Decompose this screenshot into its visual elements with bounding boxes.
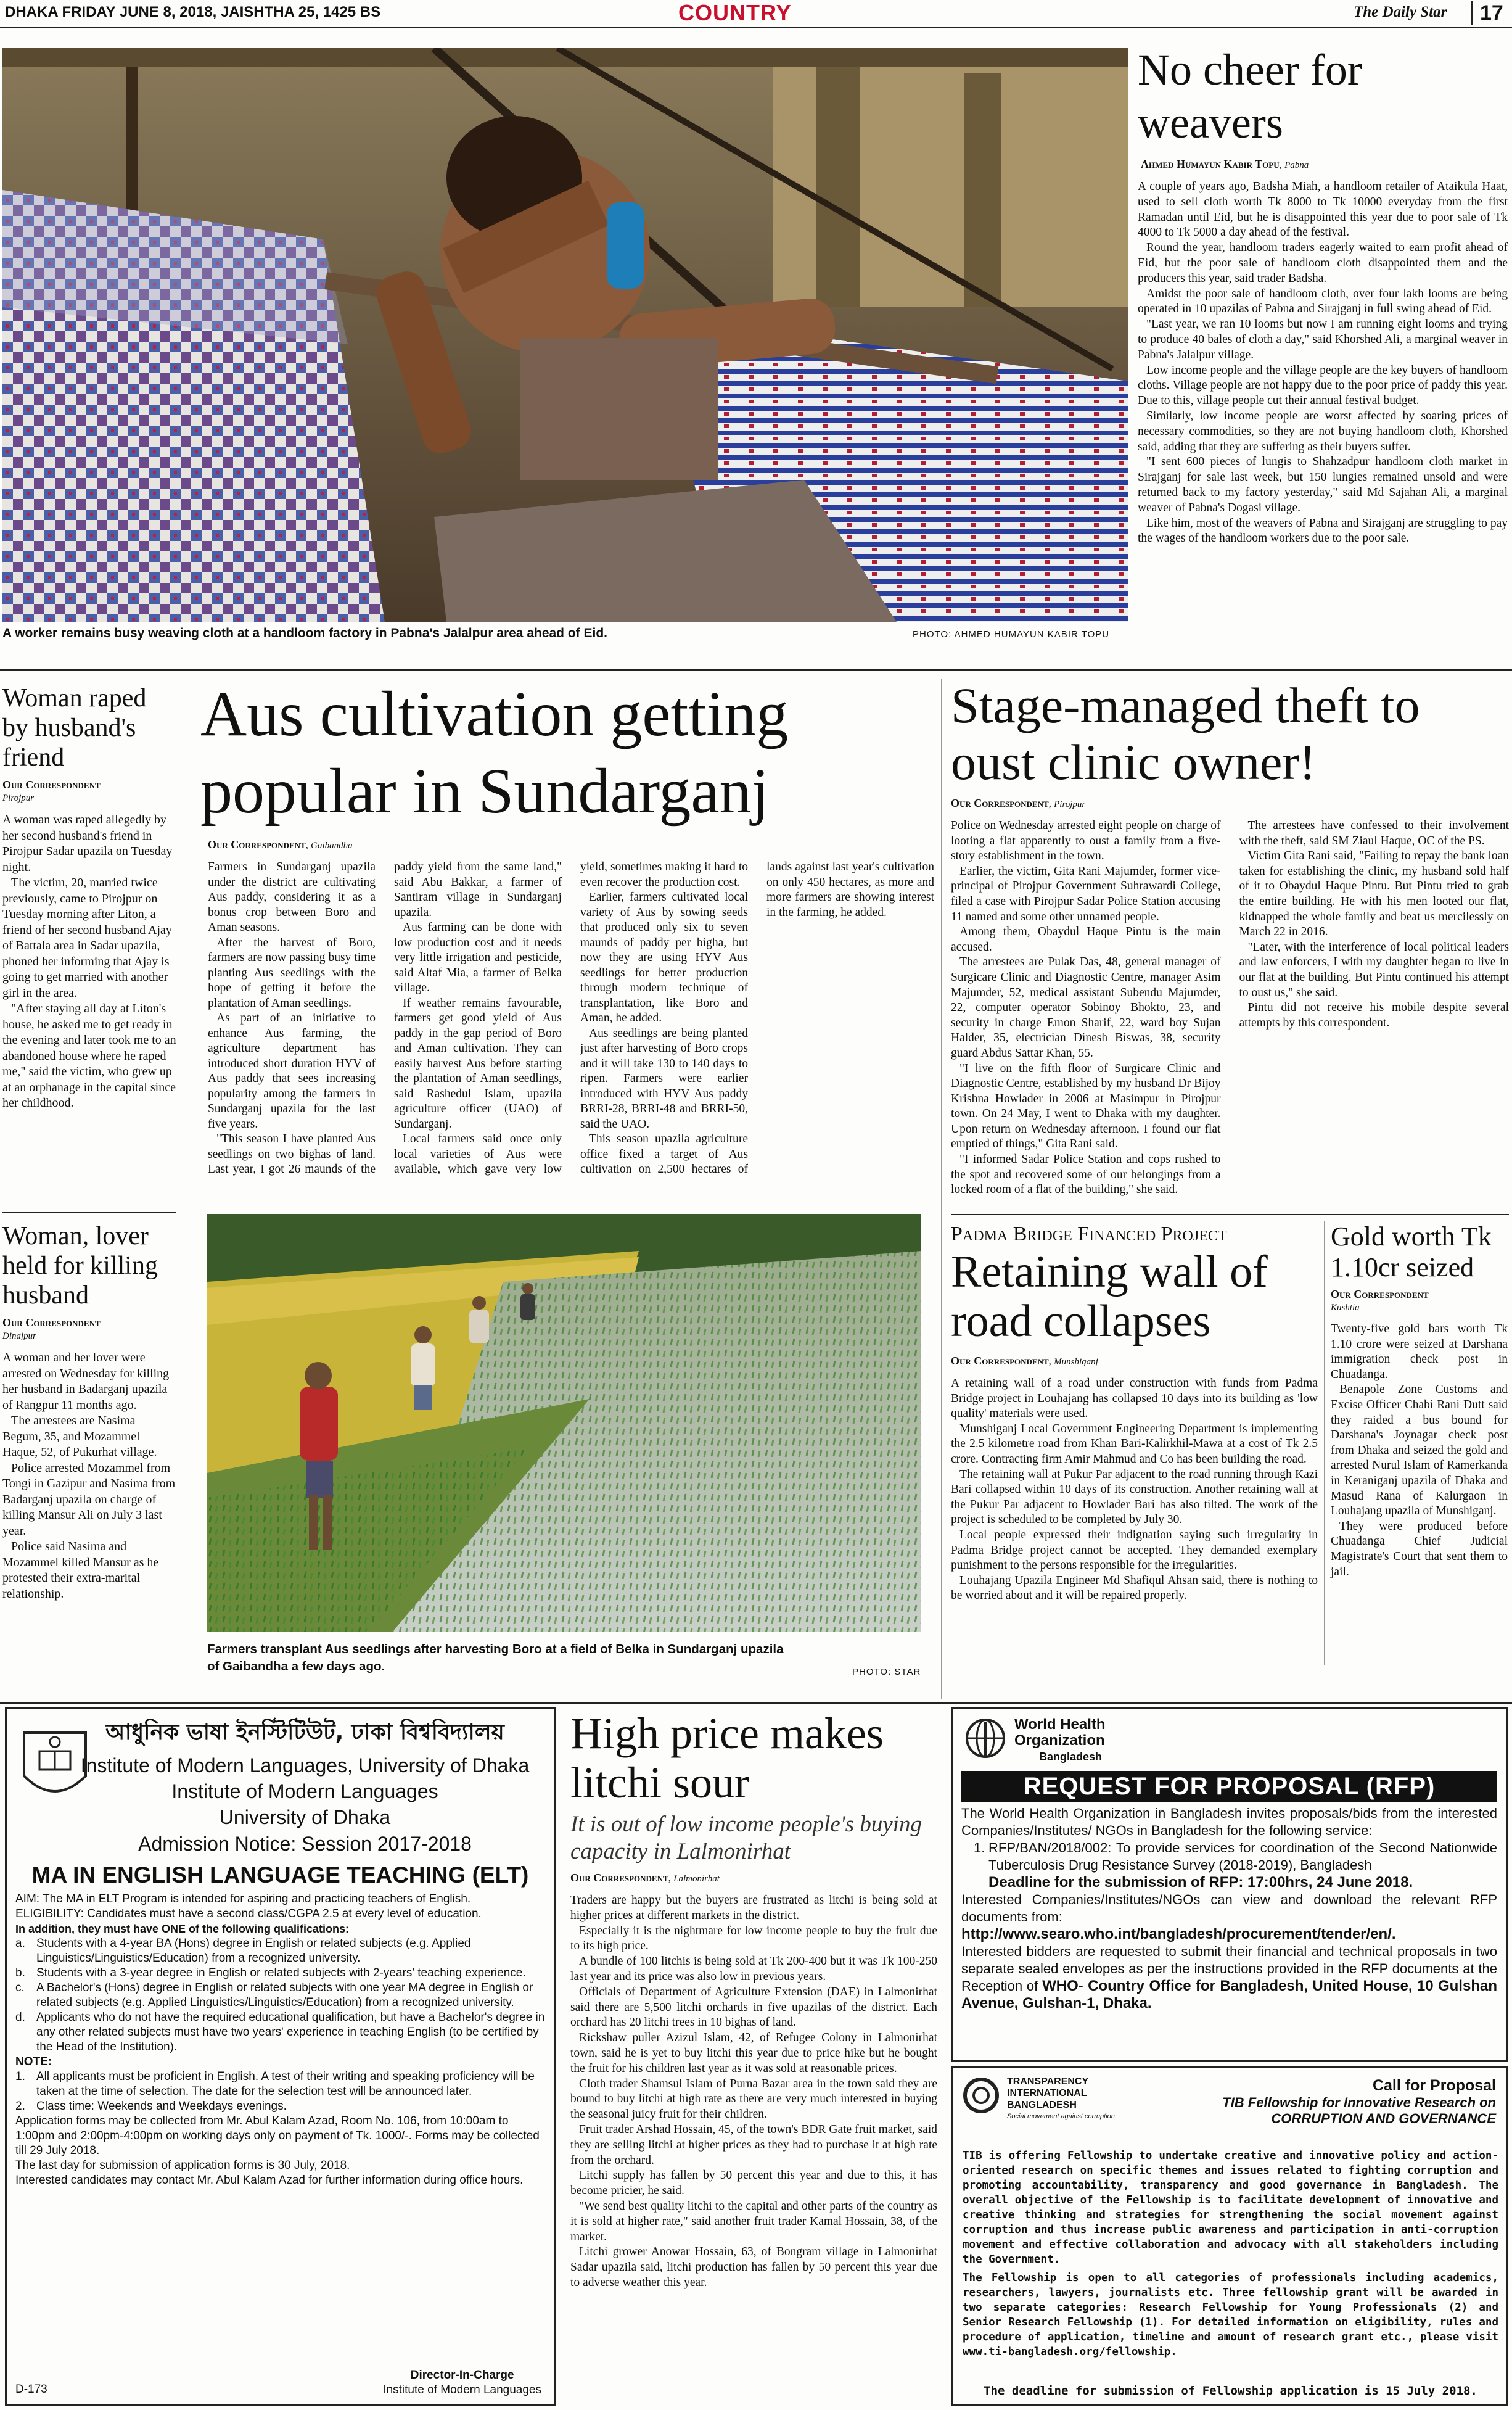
page-number: 17 <box>1471 1 1503 25</box>
paragraph: Low income people and the village people are the key buyers of handloom cloths. Village people are not happy due to the poor price of paddy this year. Due to this, village people cut their annual festival budget. <box>1138 363 1508 408</box>
who-intro: The World Health Organization in Bangladesh invites proposals/bids from the interested Companies/Institutes/ NGOs in Bangladesh for the following service: <box>961 1805 1497 1838</box>
byline-name: Our Correspondent <box>570 1871 668 1884</box>
paragraph: Aus seedlings are being planted just after harvesting of Boro crops and it will take 130 to 140 days to ripen. Farmers were earlier introduced with HYV Aus paddy BRRI-28, BRRI-48 and BRRI-50, said the UAO. <box>580 1026 748 1131</box>
wall-kicker: Padma Bridge Financed Project <box>951 1223 1227 1245</box>
paragraph: Among them, Obaydul Haque Pintu is the main accused. <box>951 925 1221 954</box>
litchi-article <box>570 1709 937 2291</box>
farm-photo <box>207 1214 921 1632</box>
iml-bangla-title: আধুনিক ভাষা ইনস্টিটিউট, ঢাকা বিশ্ববিদ্যালয় <box>105 1720 504 1745</box>
raped-byline <box>2 778 176 804</box>
signature-title: Director-In-Charge <box>410 2369 514 2382</box>
who-rfp-ad <box>951 1707 1508 2062</box>
paragraph: If weather remains favourable, farmers get good yield of Aus paddy in the gap period of Boro and Aman cultivation. They can easily harvest Aus before starting the plantation of Aman seedlings, said Rashedul Islam, upazila agriculture officer (UAO) of Sundarganj. <box>394 996 562 1131</box>
paragraph: This season upazila agriculture office fixed a target of Aus cultivation on 2,500 hectares of lands against last year's cultivation on only 450 hectares, as more and more farmers are showing interest in the farming, he added. <box>580 860 934 1176</box>
iml-addition: In addition, they must have ONE of the following qualifications: <box>15 1923 350 1935</box>
byline-place: Pirojpur <box>1054 799 1086 809</box>
who-url[interactable]: http://www.searo.who.int/bangladesh/procurement/tender/en/. <box>961 1926 1396 1942</box>
paragraph: Police arrested Mozammel from Tongi in Gazipur and Nasima from Badarganj upazila on charge of killing Mansur Ali on July 3 last year. <box>2 1461 176 1538</box>
paragraph: Munshiganj Local Government Engineering Department is implementing the 2.5 kilometre road from Khan Bari-Kalirkhil-Mawa at a cost of Tk 2.5 crore. Contracting firm Amir Mahmud and Co has been building the road. <box>951 1422 1318 1466</box>
iml-line-3: University of Dhaka <box>219 1806 391 1828</box>
list-item: a. Students with a 4-year BA (Hons) degree in English or related subjects (e.g. Applied Linguistics/Linguistics/Education) from a recognized university. <box>15 1937 471 1965</box>
litchi-headline: High price makes litchi sour <box>570 1709 884 1807</box>
tib-logo-text <box>1007 2076 1115 2123</box>
dateline: DHAKA FRIDAY JUNE 8, 2018, JAISHTHA 25, 1425 BS <box>5 4 381 20</box>
iml-forms: Application forms may be collected from Mr. Abul Kalam Azad, Room No. 106, from 10:00am to 1:00pm and 2:00pm-4:00pm on working days only on payment of Tk. 1000/-. Forms may be collected till 29 July 2018. <box>15 2115 540 2157</box>
paragraph: Aus farming can be done with low production cost and it needs very little irrigation and pesticide, said Altaf Mia, a farmer of Belka village. <box>394 921 562 994</box>
weaving-photo-caption: A worker remains busy weaving cloth at a handloom factory in Pabna's Jalalpur area ahead of Eid. <box>2 626 608 640</box>
column-rule <box>941 679 942 1699</box>
tib-fellowship-subtitle: CORRUPTION AND GOVERNANCE <box>1271 2111 1496 2126</box>
tib-logo-line: TRANSPARENCY <box>1007 2076 1089 2087</box>
paragraph: Like him, most of the weavers of Pabna and Sirajganj are struggling to pay the wages of the handloom workers due to the poor sale. <box>1138 516 1508 545</box>
byline-place: Pirojpur <box>2 793 35 803</box>
paragraph: Victim Gita Rani said, "Failing to repay the bank loan taken for establishing the clinic, my husband sold half of it to Obaydul Haque Pintu. But Pintu tried to grab the entire building. He with his men looted our flat, kidnapped the whole family and beat us mercilessly on March 22 in 2016. <box>1239 849 1509 939</box>
paragraph: "After staying all day at Liton's house, he asked me to get ready in the evening and later took me to an abandoned house where he raped me," said the victim, who grew up at an orphanage in the capital since her childhood. <box>2 1002 176 1110</box>
lover-body <box>2 1350 176 1602</box>
weaving-photo-image <box>2 48 1128 622</box>
tib-fellowship-title: TIB Fellowship for Innovative Research on <box>1222 2095 1496 2110</box>
column-rule <box>1324 1221 1325 1665</box>
litchi-byline: Our Correspondent, Lalmonirhat <box>570 1871 720 1884</box>
weaving-photo <box>2 48 1128 622</box>
byline-name: Our Correspondent <box>208 838 306 851</box>
paragraph: A couple of years ago, Badsha Miah, a handloom retailer of Ataikula Haat, used to sell cloth worth Tk 8000 to Tk 10000 everyday from the first Ramadan until Eid, but he is disappointed this year due to poor sale of Tk 4000 to Tk 5000 a day ahead of the festival. <box>1138 180 1508 239</box>
paragraph: Local people expressed their indignation saying such irregularity in Padma Bridge project cannot be accepted. They demanded exemplary punishment to the persons responsible for the irregularities. <box>951 1528 1318 1572</box>
tib-deadline: The deadline for submission of Fellowship application is 15 July 2018. <box>984 2384 1477 2398</box>
iml-eligibility: ELIGIBILITY: Candidates must have a second class/CGPA 2.5 at every level of education. <box>15 1907 482 1920</box>
who-logo-icon <box>964 1717 1007 1760</box>
iml-note-label: NOTE: <box>15 2055 52 2068</box>
iml-ad-code: D-173 <box>15 2383 47 2396</box>
paragraph: "Last year, we ran 10 looms but now I am running eight looms and trying to produce 40 bales of cloth a day," said Khorshed Ali, a marginal weaver in Pabna's Jalalpur village. <box>1138 318 1508 361</box>
paragraph: Cloth trader Shamsul Islam of Purna Bazar area in the town said they are bound to buy litchi at high rate as there are very much interested in buying the seasonal juicy fruit for their children. <box>570 2077 937 2121</box>
weavers-body <box>1138 180 1508 547</box>
iml-last-date: The last day for submission of application forms is 30 July, 2018. <box>15 2159 350 2172</box>
paragraph: After the harvest of Boro, farmers are now passing busy time planting Aus seedlings with the hope of getting it before the plantation of Aman seedlings. <box>208 936 376 1010</box>
iml-qualification-list <box>15 1936 545 2055</box>
farm-photo-caption: Farmers transplant Aus seedlings after harvesting Boro at a field of Belka in Sundarganj upazila of Gaibandha a few days ago. <box>207 1642 784 1673</box>
paragraph: A woman and her lover were arrested on Wednesday for killing her husband in Badarganj upazila of Rangpur 11 months ago. <box>2 1351 170 1412</box>
paragraph: The arrestees are Pulak Das, 48, general manager of Surgicare Clinic and Diagnostic Centre, manager Asim Majumder, 52, medical assistant Subendu Majumder, 22, computer operator Sobinoy Bhokto, 23, and security in charge Emon Sharif, 22, ward boy Sujan Halder, 35, electrician Dinesh Biswas, 38, security guard Abdus Sattar Khan, 55. <box>951 955 1221 1060</box>
divider <box>951 1214 1509 1215</box>
tib-fellowship-ad <box>951 2066 1508 2406</box>
gold-byline <box>1331 1288 1508 1313</box>
who-item: 1. RFP/BAN/2018/002: To provide services for coordination of the Second Nationwide Tuberculosis Drug Resistance Survey (2018-2019), Bangladesh <box>974 1840 1497 1873</box>
byline-place: Gaibandha <box>311 841 353 851</box>
masthead <box>0 0 1512 28</box>
paragraph: Louhajang Upazila Engineer Md Shafiqul Ahsan said, there is nothing to be worried about and it will be repaired properly. <box>951 1574 1318 1603</box>
wall-byline: Our Correspondent, Munshiganj <box>951 1355 1098 1367</box>
weavers-article <box>1138 43 1508 547</box>
theft-article <box>951 677 1509 1226</box>
paragraph: Police on Wednesday arrested eight people on charge of looting a flat apparently to oust a family from a five-story establishment in the town. <box>951 819 1221 863</box>
byline-name: Ahmed Humayun Kabir Topu <box>1141 158 1280 170</box>
who-deadline: Deadline for the submission of RFP: 17:00hrs, 24 June 2018. <box>988 1874 1413 1891</box>
paragraph: The retaining wall at Pukur Par adjacent to the road running through Kazi Bari collapsed within 10 days of its construction. Another retaining wall at the Pukur Par adjacent to Howlader Bari has also tilted. The work of the project is scheduled to be completed by July 30. <box>951 1467 1318 1527</box>
paragraph: A retaining wall of a road under construction with funds from Padma Bridge project in Louhajang has collapsed 10 days into its building as 'low quality' materials were used. <box>951 1377 1318 1421</box>
divider <box>2 1212 176 1213</box>
weavers-headline: No cheer for weavers <box>1138 45 1362 147</box>
iml-admission-ad <box>5 1707 556 2406</box>
who-org-line: World Health <box>1014 1716 1106 1733</box>
raped-body <box>2 812 176 1112</box>
litchi-body <box>570 1893 937 2291</box>
aus-byline: Our Correspondent, Gaibandha <box>208 838 353 851</box>
iml-line-2: Institute of Modern Languages <box>171 1780 438 1802</box>
farm-photo-image <box>207 1214 921 1632</box>
paragraph: Benapole Zone Customs and Excise Officer Chabi Rani Dutt said they raided a bus bound for Darshana's Joynagar check post from Dhaka and seized the gold and arrested Nurul Islam of Ramerkanda in Keraniganj upazila of Dhaka and Masud Rana of Kalurgaon in Louhajang upazila of Munshiganj. <box>1331 1383 1508 1518</box>
wall-article <box>951 1221 1318 1604</box>
weaving-photo-credit: PHOTO: AHMED HUMAYUN KABIR TOPU <box>913 629 1110 640</box>
paragraph: Similarly, low income people are worst affected by soaring prices of necessary commodities, so they are not buying handloom cloth, Khorshed said, adding that they are suffering as their buyers suffer. <box>1138 409 1508 453</box>
byline-place: Munshiganj <box>1054 1357 1098 1367</box>
paragraph: Police said Nasima and Mozammel killed Mansur as he protested their extra-marital relationship. <box>2 1540 159 1601</box>
tib-body <box>963 2148 1498 2359</box>
paragraph: Earlier, farmers cultivated local variety of Aus by sowing seeds that produced only six to seven maunds of paddy per bigha, but now they are using HYV Aus seedlings for better production through modern technique of transplantation, like Boro and Aman, he added. <box>580 891 748 1025</box>
theft-headline: Stage-managed theft to oust clinic owner! <box>951 677 1420 790</box>
byline-place: Dinajpur <box>2 1331 37 1341</box>
divider <box>0 1702 1512 1704</box>
paragraph: They were produced before Chuadanga Chief Judicial Magistrate's Court that sent them to jail. <box>1331 1519 1508 1578</box>
paragraph: Officials of Department of Agriculture Extension (DAE) in Lalmonirhat said there are 5,500 litchi orchards in five upazilas of the district. Each orchard has 20 litchi trees in 10 bighas of land. <box>570 1985 937 2029</box>
byline-name: Our Correspondent <box>951 797 1049 809</box>
farmer-figure <box>520 1283 535 1320</box>
paragraph: Amidst the poor sale of handloom cloth, over four lakh looms are being operated in 10 upazilas of Pabna and Sirajganj in full swing ahead of Eid. <box>1138 287 1508 316</box>
paragraph: Traders are happy but the buyers are frustrated as litchi is being sold at higher prices at different markets in the district. <box>570 1894 937 1922</box>
byline-name: Our Correspondent <box>2 1316 101 1329</box>
paragraph: Rickshaw puller Azizul Islam, 42, of Refugee Colony in Lalmonirhat town, said he is yet to buy litchi this year due to price hike but he bought the fruit for his children last year as it was sold at reasonable prices. <box>570 2031 937 2075</box>
paragraph: The arrestees are Nasima Begum, 35, and Mozammel Haque, 52, of Pukurhat village. <box>2 1414 157 1459</box>
who-org-name <box>1014 1717 1106 1765</box>
paragraph: Fruit trader Arshad Hossain, 45, of the town's BDR Gate fruit market, said they are selling litchi at higher prices as they had to purchase it at high rate from the orchard. <box>570 2123 937 2167</box>
paragraph: "Later, with the interference of local political leaders and law enforcers, I with my daughter began to live in our flat at the building. But Pintu continued his attempt to oust us," she said. <box>1239 940 1509 999</box>
divider <box>0 669 1512 671</box>
raped-headline: Woman raped by husband's friend <box>2 684 147 772</box>
who-submit: Interested bidders are requested to submit their financial and technical proposals in two separate sealed envelopes as per the instructions provided in the RFP documents at the Reception of WHO- Country Office for Bangladesh, United House, 10 Gulshan Avenue, Gulshan-1, Dhaka. <box>961 1944 1497 2012</box>
who-country: Bangladesh <box>1039 1751 1103 1763</box>
paragraph: A woman was raped allegedly by her second husband's friend in Pirojpur Sadar upazila on Tuesday night. <box>2 813 173 874</box>
paragraph: Farmers in Sundarganj upazila under the district are cultivating Aus paddy, considering it as a bonus crop between Boro and Aman seasons. <box>208 860 376 934</box>
byline-name: Our Correspondent <box>951 1355 1049 1367</box>
iml-signature <box>383 2368 541 2398</box>
farm-photo-credit: PHOTO: STAR <box>852 1667 921 1677</box>
weavers-byline: Ahmed Humayun Kabir Topu, Pabna <box>1141 158 1309 170</box>
paragraph: Earlier, the victim, Gita Rani Majumder, former vice-principal of Pirojpur Government Suhrawardi College, filed a case with Pirojpur Sadar Police Station accusing 11 named and some other unnamed people. <box>951 864 1221 923</box>
who-rfp-banner: REQUEST FOR PROPOSAL (RFP) <box>961 1771 1497 1802</box>
paragraph: "We send best quality litchi to the capital and other parts of the country as it is sold at higher rate," said another fruit trader Kamal Hossain, 38, of the market. <box>570 2199 937 2243</box>
dhaka-university-logo <box>18 1727 92 1807</box>
list-item: c. A Bachelor's (Hons) degree in English or related subjects with one year MA degree in English or related subjects (e.g. Applied Linguistics/Linguistics/Education) from a recognized university. <box>15 1981 533 2009</box>
paragraph: Litchi grower Anowar Hossain, 63, of Bongram village in Lalmonirhat Sadar upazila said, litchi production has fallen by 50 percent this year due to adverse weather this year. <box>570 2245 937 2289</box>
lover-article <box>2 1221 176 1602</box>
lover-byline <box>2 1316 176 1342</box>
who-org-line: Organization <box>1014 1732 1105 1749</box>
who-interested: Interested Companies/Institutes/NGOs can view and download the relevant RFP documents from: <box>961 1892 1497 1925</box>
signature-org: Institute of Modern Languages <box>383 2383 541 2396</box>
iml-note-list <box>15 2070 545 2114</box>
paragraph: The victim, 20, married twice previously, came to Pirojpur on Tuesday morning after Liton, a friend of her second husband Ajay of Battala area in Sadar upazila, phoned her informing that Ajay is going to get married with another girl in the area. <box>2 876 172 1000</box>
paragraph: A bundle of 100 litchis is being sold at Tk 200-400 but it was Tk 100-250 last year and its price was also low in previous years. <box>570 1955 937 1983</box>
paragraph: "I live on the fifth floor of Surgicare Clinic and Diagnostic Centre, established by my husband Dr Bijoy Krishna Howlader in 2006 at Masimpur in Pirojpur town. On 24 May, I went to Dhaka with my daughter. Upon return on Wednesday afternoon, I found our flat emptied of things," Gita Rani said. <box>951 1062 1221 1151</box>
paragraph: "I sent 600 pieces of lungis to Shahzadpur handloom cloth market in Sirajganj for sale last week, but 150 lungies remained unsold and were returned back to my factory yesterday," said Md Sajahan Ali, a marginal weaver of Pabna's Dogasi village. <box>1138 455 1508 514</box>
aus-article <box>200 675 934 1187</box>
paragraph: Pintu did not receive his mobile despite several attempts by this correspondent. <box>1239 1001 1509 1030</box>
paper-name: The Daily Star <box>1354 4 1447 20</box>
aus-headline: Aus cultivation getting popular in Sundarganj <box>200 679 789 827</box>
iml-line-1: Institute of Modern Languages, University of Dhaka <box>80 1754 530 1777</box>
paragraph: Local farmers said once only local varieties of Aus were available, which gave very low yield, sometimes making it hard to even recover the production cost. <box>394 860 748 1176</box>
lover-headline: Woman, lover held for killing husband <box>2 1222 158 1310</box>
byline-place: Kushtia <box>1331 1303 1360 1313</box>
list-item: d. Applicants who do not have the required educational qualification, but have a Bachelor's degree in any other related subjects must have two years' experience in teaching English (to be certified by the Head of the Institution). <box>15 2011 545 2053</box>
iml-aim: AIM: The MA in ELT Program is intended for aspiring and practicing teachers of English. <box>15 1892 471 1905</box>
iml-line-4: Admission Notice: Session 2017-2018 <box>138 1833 472 1855</box>
aus-body <box>200 860 934 1187</box>
wall-headline: Retaining wall of road collapses <box>951 1247 1268 1347</box>
raped-article <box>2 683 176 1112</box>
paragraph: Twenty-five gold bars worth Tk 1.10 crore were seized at Darshana immigration check post in Chuadanga. <box>1331 1323 1508 1381</box>
list-item: 2. Class time: Weekends and Weekdays evenings. <box>15 2100 287 2113</box>
tib-call: Call for Proposal <box>1372 2077 1496 2094</box>
paragraph: As part of an initiative to enhance Aus farming, the agriculture department has introduced short duration HYV of Aus paddy that sees increasing popularity among the farmers in Sundarganj upazila for the last five years. <box>208 1012 376 1131</box>
list-item: b. Students with a 3-year degree in English or related subjects with 2-years' teaching experience. <box>15 1966 526 1979</box>
section-name: COUNTRY <box>678 0 792 25</box>
tib-paragraph: The Fellowship is open to all categories of professionals including academics, researchers, lawyers, journalists etc. Three fellowship grant will be awarded in two separate categories: Research Fellowship for Young Professionals (2) and Senior Research Fellowship (1). For detailed information on eligibility, rules and procedure of application, timeline and amount of research grant etc., please visit www.ti-bangladesh.org/fellowship. <box>963 2272 1498 2358</box>
gold-headline: Gold worth Tk 1.10cr seized <box>1331 1221 1492 1282</box>
tib-logo-line: BANGLADESH <box>1007 2100 1077 2110</box>
paragraph: Litchi supply has fallen by 50 percent this year and due to this, it has become pricier, he said. <box>570 2169 937 2198</box>
wall-body <box>951 1376 1318 1604</box>
paragraph: "I informed Sadar Police Station and cops rushed to the spot and recovered some of our belongings from a locked room of a flat of the building," she said. <box>951 1153 1221 1197</box>
byline-name: Our Correspondent <box>1331 1288 1429 1300</box>
iml-contact: Interested candidates may contact Mr. Abul Kalam Azad for further information during office hours. <box>15 2174 524 2187</box>
paragraph: "This season I have planted Aus seedlings on two bighas of land. Last year, I got 26 maunds of the paddy yield from the same land," said Abu Bakkar, a farmer of Santiram village in Sundarganj upazila. <box>208 860 562 1176</box>
tib-logo-line: INTERNATIONAL <box>1007 2088 1087 2098</box>
litchi-subhead: It is out of low income people's buying capacity in Lalmonirhat <box>570 1812 922 1864</box>
iml-program-title: MA IN ENGLISH LANGUAGE TEACHING (ELT) <box>31 1862 529 1888</box>
theft-byline: Our Correspondent, Pirojpur <box>951 797 1086 809</box>
paragraph: The arrestees have confessed to their involvement with the theft, said SM Ziaul Haque, OC of the PS. <box>1239 819 1509 848</box>
gold-article <box>1331 1221 1508 1580</box>
who-body <box>961 1805 1497 2012</box>
paragraph: Round the year, handloom traders eagerly waited to earn profit ahead of Eid, but the poor sale of handloom cloth disappointed them and the producers this year, said trader Badsha. <box>1138 241 1508 285</box>
ti-logo-icon <box>963 2077 1000 2114</box>
byline-place: Lalmonirhat <box>673 1874 720 1884</box>
tib-paragraph: TIB is offering Fellowship to undertake creative and innovative policy and action-oriented research on specific themes and issues related to fighting corruption and promoting accountability, transparency and good governance in Bangladesh. The overall objective of the Fellowship is to facilitate development of innovative and creative thinking and strategies for strengthening the social movement against corruption and thus increase public awareness and participation in anti-corruption movement and effective collaboration and advocacy with all stakeholders including the Government. <box>963 2150 1498 2266</box>
byline-name: Our Correspondent <box>2 778 101 791</box>
tib-call-title <box>1222 2077 1496 2127</box>
theft-body <box>951 819 1509 1226</box>
list-item: 1. All applicants must be proficient in English. A test of their writing and speaking proficiency will be taken at the time of selection. The date for the selection test will be announced later. <box>15 2070 535 2098</box>
tib-tagline: Social movement against corruption <box>1007 2113 1115 2120</box>
paragraph: Especially it is the nightmare for low income people to buy the fruit due to its high price. <box>570 1924 937 1953</box>
gold-body <box>1331 1322 1508 1580</box>
byline-place: Pabna <box>1284 160 1309 170</box>
